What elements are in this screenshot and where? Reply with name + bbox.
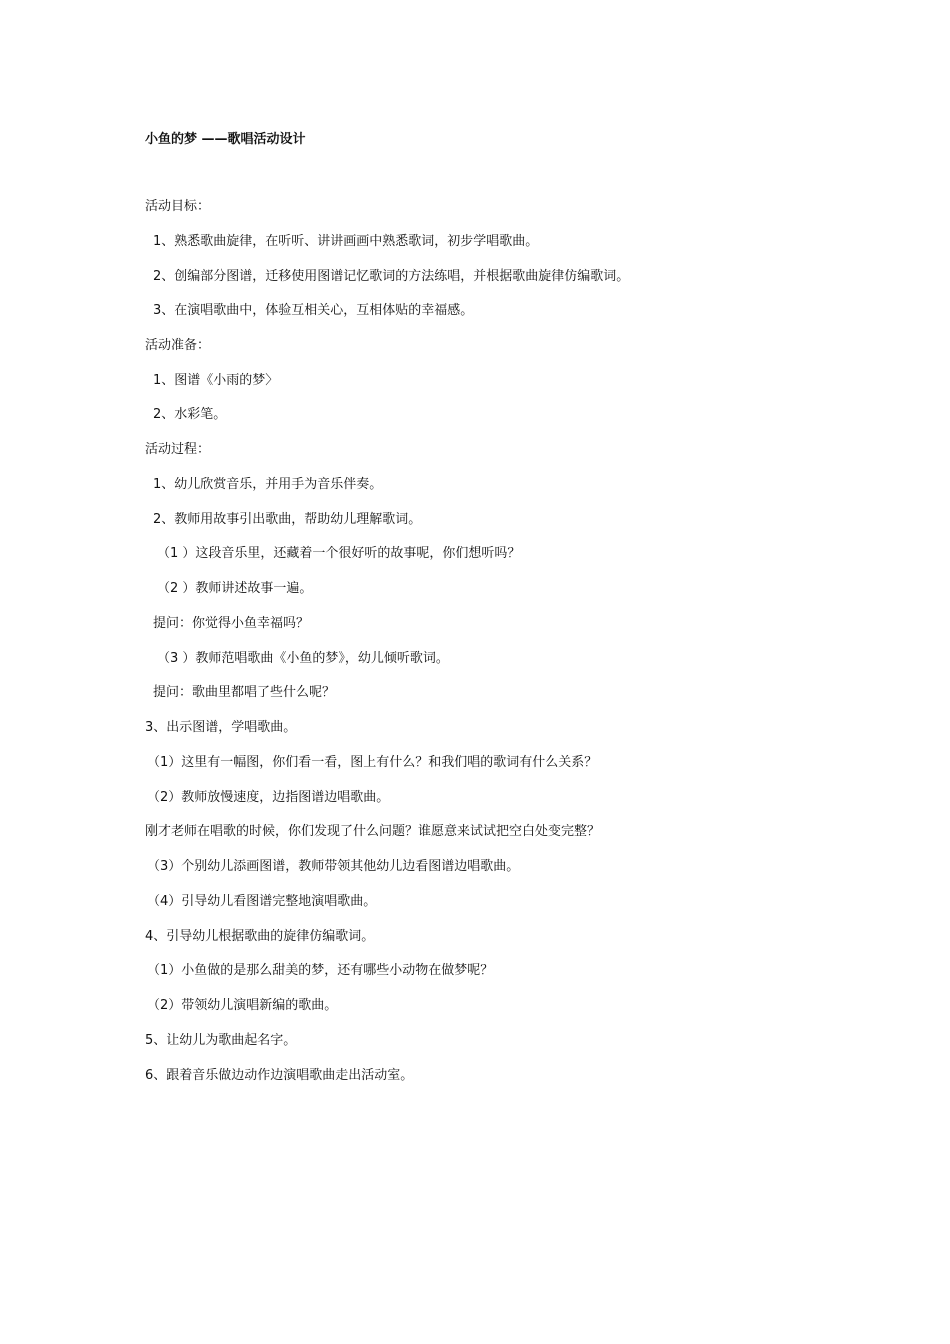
- process-substep: （3）个别幼儿添画图谱，教师带领其他幼儿边看图谱边唱歌曲。: [147, 859, 520, 874]
- goal-item-1: 1、熟悉歌曲旋律，在听听、讲讲画画中熟悉歌词，初步学唱歌曲。: [153, 234, 539, 249]
- goal-item-2: 2、创编部分图谱，迁移使用图谱记忆歌词的方法练唱，并根据歌曲旋律仿编歌词。: [153, 269, 630, 284]
- process-step-5: 5、让幼儿为歌曲起名字。: [145, 1033, 297, 1048]
- process-step-3: 3、出示图谱，学唱歌曲。: [145, 720, 297, 735]
- process-question: 提问：歌曲里都唱了些什么呢？: [153, 685, 336, 700]
- process-substep: （1）这里有一幅图，你们看一看，图上有什么？和我们唱的歌词有什么关系？: [147, 755, 598, 770]
- process-substep: （2）带领幼儿演唱新编的歌曲。: [147, 998, 338, 1013]
- process-substep: （1 ）这段音乐里，还藏着一个很好听的故事呢，你们想听吗？: [157, 546, 521, 561]
- section-heading-goals: 活动目标：: [145, 199, 211, 214]
- process-substep: （2）教师放慢速度，边指图谱边唱歌曲。: [147, 790, 390, 805]
- process-substep: （4）引导幼儿看图谱完整地演唱歌曲。: [147, 894, 377, 909]
- process-substep: （2 ）教师讲述故事一遍。: [157, 581, 313, 596]
- preparation-item-2: 2、水彩笔。: [153, 407, 227, 422]
- process-step-6: 6、跟着音乐做边动作边演唱歌曲走出活动室。: [145, 1068, 414, 1083]
- process-step-2: 2、教师用故事引出歌曲，帮助幼儿理解歌词。: [153, 512, 422, 527]
- preparation-item-1: 1、图谱《小雨的梦〉: [153, 373, 279, 388]
- process-substep: （3 ）教师范唱歌曲《小鱼的梦》，幼儿倾听歌词。: [157, 651, 449, 666]
- goal-item-3: 3、在演唱歌曲中，体验互相关心，互相体贴的幸福感。: [153, 303, 474, 318]
- section-heading-process: 活动过程：: [145, 442, 211, 457]
- process-step-1: 1、幼儿欣赏音乐，并用手为音乐伴奏。: [153, 477, 383, 492]
- process-note: 刚才老师在唱歌的时候，你们发现了什么问题？谁愿意来试试把空白处变完整？: [145, 824, 601, 839]
- section-heading-preparation: 活动准备：: [145, 338, 211, 353]
- document-title: 小鱼的梦 ——歌唱活动设计: [145, 132, 306, 147]
- process-step-4: 4、引导幼儿根据歌曲的旋律仿编歌词。: [145, 929, 375, 944]
- process-question: 提问：你觉得小鱼幸福吗？: [153, 616, 310, 631]
- process-substep: （1）小鱼做的是那么甜美的梦，还有哪些小动物在做梦呢？: [147, 963, 494, 978]
